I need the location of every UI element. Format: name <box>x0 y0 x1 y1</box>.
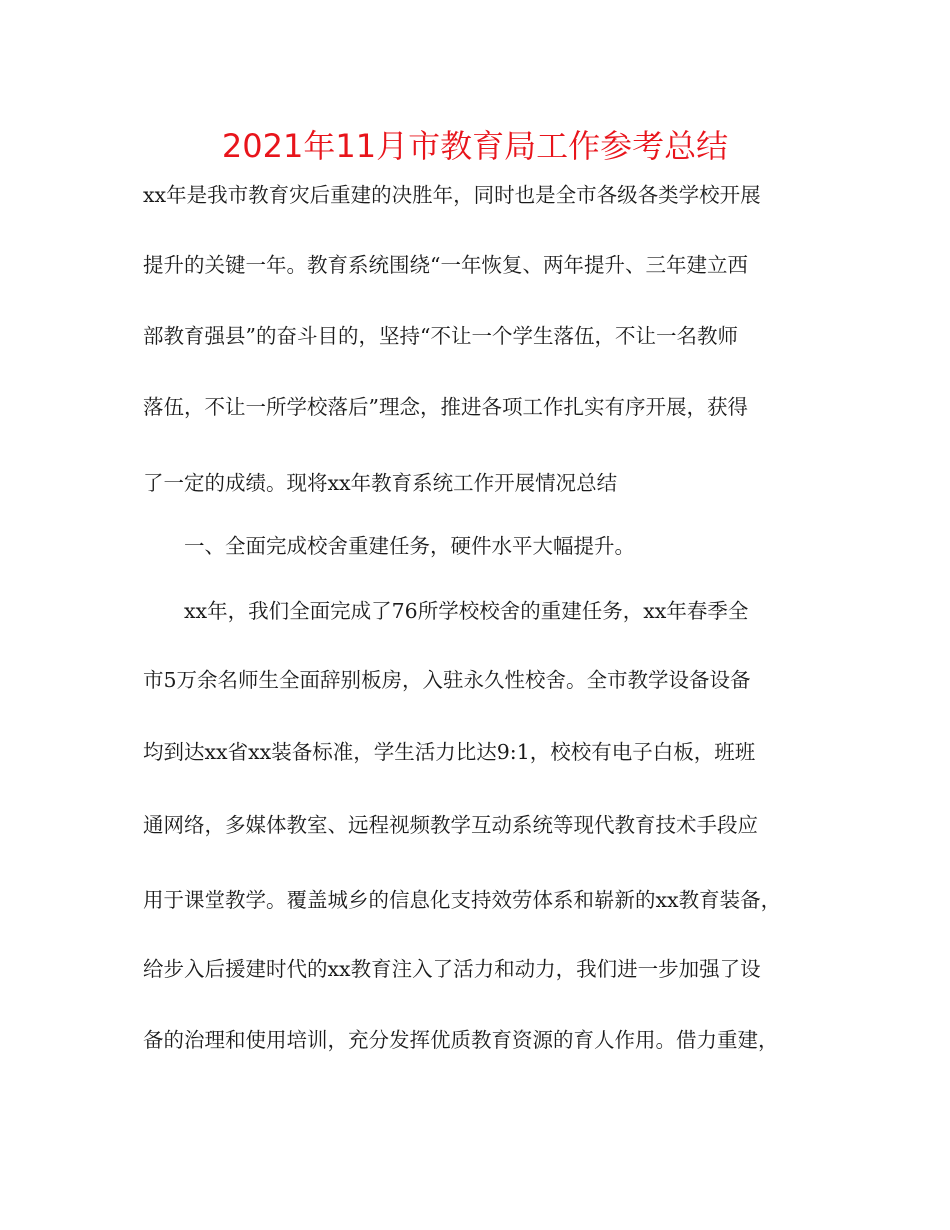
paragraph-line-9: 均到达xx省xx装备标准，学生活力比达9:1，校校有电子白板，班班 <box>143 740 756 764</box>
paragraph-line-7: xx年，我们全面完成了76所学校校舍的重建任务，xx年春季全 <box>184 599 749 623</box>
section-heading-1: 一、全面完成校舍重建任务，硬件水平大幅提升。 <box>184 534 635 558</box>
paragraph-line-5: 了一定的成绩。现将xx年教育系统工作开展情况总结 <box>143 471 618 495</box>
paragraph-line-13: 备的治理和使用培训，充分发挥优质教育资源的育人作用。借力重建， <box>143 1028 779 1052</box>
paragraph-line-3: 部教育强县”的奋斗目的，坚持“不让一个学生落伍，不让一名教师 <box>143 324 738 348</box>
paragraph-line-10: 通网络，多媒体教室、远程视频教学互动系统等现代教育技术手段应 <box>143 813 758 837</box>
document-title: 2021年11月市教育局工作参考总结 <box>221 127 729 165</box>
paragraph-line-4: 落伍，不让一所学校落后”理念，推进各项工作扎实有序开展，获得 <box>143 395 748 419</box>
paragraph-line-12: 给步入后援建时代的xx教育注入了活力和动力，我们进一步加强了设 <box>143 957 761 981</box>
paragraph-line-1: xx年是我市教育灾后重建的决胜年，同时也是全市各级各类学校开展 <box>143 183 761 207</box>
paragraph-line-11: 用于课堂教学。覆盖城乡的信息化支持效劳体系和崭新的xx教育装备， <box>143 888 782 912</box>
paragraph-line-2: 提升的关键一年。教育系统围绕“一年恢复、两年提升、三年建立西 <box>143 253 748 277</box>
paragraph-line-8: 市5万余名师生全面辞别板房，入驻永久性校舍。全市教学设备设备 <box>143 668 751 692</box>
